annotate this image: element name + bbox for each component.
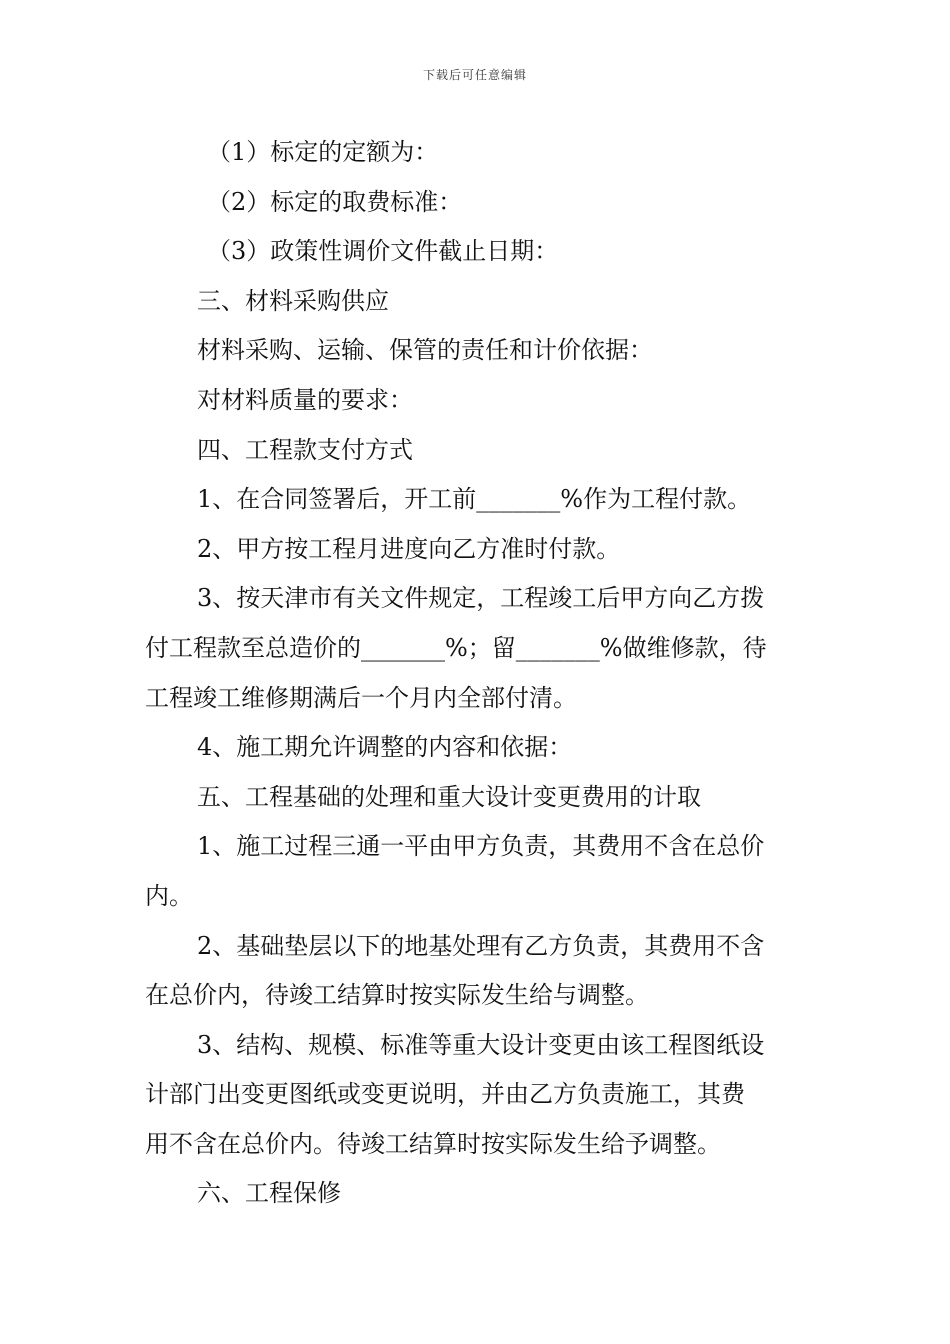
section-heading-payment: 四、工程款支付方式 bbox=[197, 435, 413, 464]
paragraph-foundation-3-line-3: 用不含在总价内。待竣工结算时按实际发生给予调整。 bbox=[145, 1129, 721, 1158]
paragraph-foundation-2-line-1: 2、基础垫层以下的地基处理有乙方负责，其费用不含 bbox=[197, 931, 765, 960]
section-heading-warranty: 六、工程保修 bbox=[197, 1179, 341, 1208]
paragraph-payment-2: 2、甲方按工程月进度向乙方准时付款。 bbox=[197, 534, 621, 563]
paragraph-foundation-2-line-2: 在总价内，待竣工结算时按实际发生给与调整。 bbox=[145, 981, 649, 1010]
paragraph-foundation-1-line-1: 1、施工过程三通一平由甲方负责，其费用不含在总价 bbox=[197, 832, 765, 861]
paragraph-payment-3-line-1: 3、按天津市有关文件规定，工程竣工后甲方向乙方拨 bbox=[197, 584, 765, 613]
paragraph-payment-1: 1、在合同签署后，开工前_______%作为工程付款。 bbox=[197, 485, 752, 514]
document-body bbox=[145, 128, 810, 1219]
paragraph-material-quality: 对材料质量的要求： bbox=[197, 385, 413, 414]
paragraph-material-responsibility: 材料采购、运输、保管的责任和计价依据： bbox=[197, 336, 653, 365]
paragraph-foundation-3-line-1: 3、结构、规模、标准等重大设计变更由该工程图纸设 bbox=[197, 1030, 765, 1059]
paragraph-payment-3-line-3: 工程竣工维修期满后一个月内全部付清。 bbox=[145, 683, 577, 712]
paragraph-payment-3-line-2: 付工程款至总造价的_______%；留_______%做维修款，待 bbox=[145, 633, 767, 662]
section-heading-materials: 三、材料采购供应 bbox=[197, 286, 389, 315]
paragraph-quota: （1）标定的定额为： bbox=[207, 138, 439, 166]
paragraph-price-adjust-deadline: （3）政策性调价文件截止日期： bbox=[207, 237, 559, 266]
paragraph-foundation-1-line-2: 内。 bbox=[145, 881, 193, 910]
paragraph-foundation-3-line-2: 计部门出变更图纸或变更说明，并由乙方负责施工，其费 bbox=[145, 1080, 745, 1109]
section-heading-foundation: 五、工程基础的处理和重大设计变更费用的计取 bbox=[197, 782, 701, 811]
page-header: 下载后可任意编辑 bbox=[422, 68, 527, 82]
paragraph-fee-standard: （2）标定的取费标准： bbox=[207, 187, 463, 216]
paragraph-payment-4: 4、施工期允许调整的内容和依据： bbox=[197, 733, 573, 762]
